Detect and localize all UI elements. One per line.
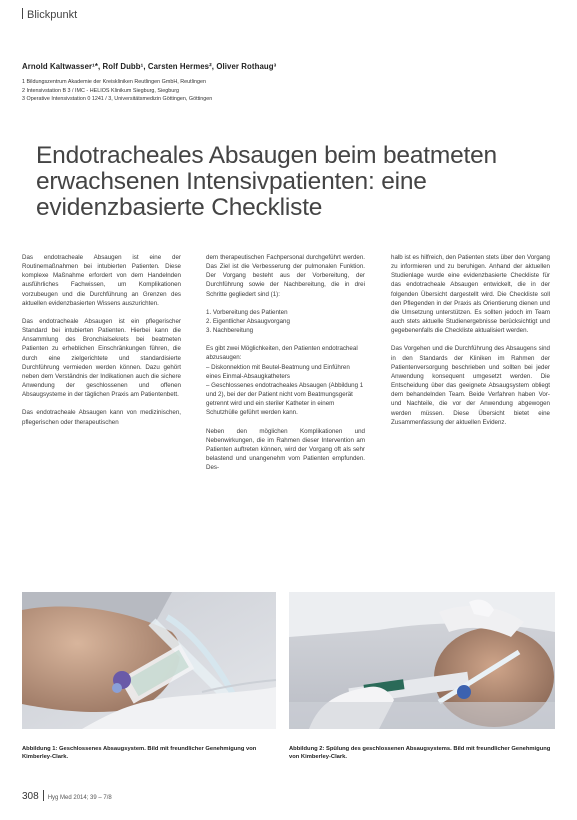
paragraph: halb ist es hilfreich, den Patienten stets über den Vorgang zu informieren und zu beruhigen. Anhand der aktuellen Studienlage wurde eine evidenzbasierte Checkliste für das endotracheale Absaugen entwickelt, die in der folgenden Übersicht dargestellt wird. Die Checkliste soll den Pflegenden in der Praxis als Orientierung dienen und die Umsetzung unterstützen. Es sollten jedoch im Team auch stets aktuelle Studienergebnisse berücksichtigt und gegebenenfalls die Checkliste aktualisiert werden. [391,254,550,335]
section-title: Blickpunkt [27,9,78,21]
numbered-list [206,308,365,335]
list-item: 3. Nachbereitung [206,327,254,335]
paragraph: Das endotracheale Absaugen ist ein pflegerischer Standard bei intubierten Patienten. Hierbei kann die Ansammlung des Bronchialsekrets bei beatmeten Patienten zu erheblichen Einschränkungen führen, die durch eine zielgerichtete und standardisierte Durchführung vermieden werden können. Dazu gehört neben dem Verständnis der Indikationen auch die sichere Anwendung der geschlossenen und offenen Absaugsysteme in der täglichen Praxis am Patientenbett. [22,317,181,399]
list-item: – Diskonnektion mit Beutel-Beatmung und Einführen eines Einmal-Absaugkatheters [206,363,350,380]
paragraph: Das endotracheale Absaugen kann von medizinischen, pflegerischen oder therapeutischen [22,409,181,426]
text-column-2 [206,253,365,472]
figure-1-caption: Abbildung 1: Geschlossenes Absaugsystem. Bild mit freundlicher Genehmigung von Kimberley-Clark. [22,746,257,761]
section-divider [22,8,23,19]
paragraph: Das Vorgehen und die Durchführung des Absaugens sind in den Standards der Kliniken im Rahmen der Patientenversorgung beschrieben und sollten bei jeder Anwendung konsequent umgesetzt werden. Die Entscheidung über das geeignete Absaugsystem obliegt dem behandelnden Team. Beide Verfahren haben Vor- und Nachteile, die vor der Anwendung abgewogen werden müssen. Diese Übersicht bietet eine Zusammenfassung der aktuellen Evidenz. [391,345,550,426]
journal-citation: Hyg Med 2014; 39 – 7/8 [47,795,112,801]
affiliations [22,78,212,104]
paragraph: Neben den möglichen Komplikationen und Nebenwirkungen, die im Rahmen dieser Intervention am Patienten auftreten können, wird der Vorgang oft als sehr belastend und unangenehm vom Patienten empfunden. Des- [206,427,365,472]
figure-2-photo [289,592,555,729]
footer-divider [43,790,44,801]
list-item: – Geschlossenes endotracheales Absaugen (Abbildung 1 und 2), bei der der Patient nicht vom Beatmungsgerät getrennt wird und ein steriler Katheter in einem Schutzhülle geführt werden kann. [206,381,364,417]
affiliation: 1 Bildungszentrum Akademie der Kreiskliniken Reutlingen GmbH, Reutlingen [22,79,206,85]
author-list: Arnold Kaltwasser¹*, Rolf Dubb¹, Carsten Hermes², Oliver Rothaug³ [22,62,277,71]
paragraph [206,344,365,417]
section-label [22,8,77,21]
text-column-1 [22,253,181,427]
photo-rinsing-suction-system [289,592,555,729]
list-item: 1. Vorbereitung des Patienten [206,308,288,316]
figure-1-photo [22,592,276,729]
figure-2-caption: Abbildung 2: Spülung des geschlossenen Absaugsystems. Bild mit freundlicher Genehmigung von Kimberley-Clark. [289,746,551,761]
page-number: 308 [22,791,39,802]
list-intro: Es gibt zwei Möglichkeiten, den Patienten endotracheal abzusaugen: [206,345,358,362]
paragraph: dem therapeutischen Fachpersonal durchgeführt werden. Das Ziel ist die Verbesserung der pulmonalen Funktion. Der Vorgang besteht aus der Vorbereitung, der Durchführung sowie der Nachbereitung, die in drei Schritte gegliedert sind (1): [206,254,365,298]
text-column-3 [391,253,550,427]
affiliation: 2 Intensivstation B 3 / IMC - HELIOS Klinikum Siegburg, Siegburg [22,87,179,94]
page-footer [22,790,112,802]
paragraph: Das endotracheale Absaugen ist eine der Routinemaßnahmen bei intubierten Patienten. Diese komplexe Maßnahme erfordert von dem Handelnden ausführliches Fachwissen, um Komplikationen vorzubeugen und die Durchführung an Grenzen des aktuellen evidenzbasierten Wissens auszurichten. [22,254,181,307]
photo-closed-suction-system [22,592,276,729]
list-item: 2. Eigentlicher Absaugvorgang [206,317,290,325]
affiliation: 3 Operative Intensivstation 0 1241 / 3, Universitätsmedizin Göttingen, Göttingen [22,96,213,103]
article-title: Endotracheales Absaugen beim beatmeten erwachsenen Intensivpatienten: eine evidenzbasierte Checkliste [36,142,497,222]
